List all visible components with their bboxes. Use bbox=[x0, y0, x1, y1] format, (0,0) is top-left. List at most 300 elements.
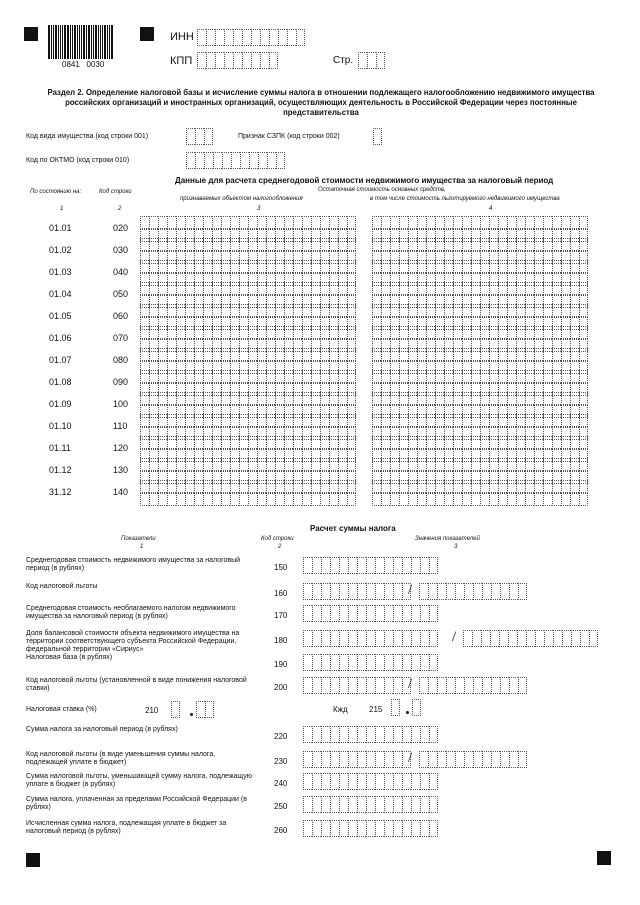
input-cell[interactable] bbox=[348, 654, 357, 671]
input-cell[interactable] bbox=[338, 216, 347, 229]
input-cell[interactable] bbox=[375, 773, 384, 790]
input-cell[interactable] bbox=[257, 480, 266, 493]
input-cell[interactable] bbox=[435, 493, 444, 506]
input-cell[interactable] bbox=[534, 348, 543, 361]
input-cell[interactable] bbox=[480, 458, 489, 471]
input-cell[interactable] bbox=[320, 304, 329, 317]
input-cell[interactable] bbox=[171, 701, 180, 718]
input-cell[interactable] bbox=[339, 751, 348, 768]
input-cell[interactable] bbox=[338, 493, 347, 506]
input-cell[interactable] bbox=[426, 216, 435, 229]
input-cell[interactable] bbox=[185, 238, 194, 251]
input-cell[interactable] bbox=[275, 304, 284, 317]
input-cell[interactable] bbox=[260, 52, 269, 69]
input-cell[interactable] bbox=[230, 304, 239, 317]
input-cell[interactable] bbox=[381, 216, 390, 229]
input-cell[interactable] bbox=[381, 282, 390, 295]
input-cell[interactable] bbox=[453, 282, 462, 295]
input-cell[interactable] bbox=[498, 348, 507, 361]
input-cell[interactable] bbox=[275, 493, 284, 506]
input-cell[interactable] bbox=[149, 238, 158, 251]
input-cell[interactable] bbox=[293, 216, 302, 229]
input-cell[interactable] bbox=[248, 238, 257, 251]
input-cell[interactable] bbox=[249, 152, 258, 169]
input-cell[interactable] bbox=[489, 458, 498, 471]
input-cell[interactable] bbox=[507, 348, 516, 361]
input-cell[interactable] bbox=[381, 436, 390, 449]
input-cell[interactable] bbox=[408, 458, 417, 471]
input-cell[interactable] bbox=[347, 216, 356, 229]
input-cell[interactable] bbox=[167, 392, 176, 405]
input-cell[interactable] bbox=[239, 216, 248, 229]
input-cell[interactable] bbox=[357, 630, 366, 647]
input-cell[interactable] bbox=[570, 480, 579, 493]
input-cell[interactable] bbox=[348, 796, 357, 813]
input-cell[interactable] bbox=[239, 370, 248, 383]
input-cell[interactable] bbox=[212, 392, 221, 405]
input-cell[interactable] bbox=[185, 414, 194, 427]
input-cell[interactable] bbox=[402, 557, 411, 574]
input-cell[interactable] bbox=[266, 480, 275, 493]
input-cell[interactable] bbox=[303, 677, 312, 694]
input-cell[interactable] bbox=[491, 751, 500, 768]
input-cell[interactable] bbox=[194, 414, 203, 427]
input-cell[interactable] bbox=[330, 751, 339, 768]
input-cell[interactable] bbox=[330, 820, 339, 837]
input-cell[interactable] bbox=[293, 304, 302, 317]
input-cell[interactable] bbox=[372, 414, 381, 427]
input-cell[interactable] bbox=[437, 751, 446, 768]
input-cell[interactable] bbox=[471, 458, 480, 471]
input-cell[interactable] bbox=[203, 493, 212, 506]
input-cell[interactable] bbox=[552, 392, 561, 405]
input-cell[interactable] bbox=[384, 773, 393, 790]
input-cell[interactable] bbox=[302, 458, 311, 471]
input-cell[interactable] bbox=[507, 480, 516, 493]
input-cell[interactable] bbox=[149, 458, 158, 471]
input-cell[interactable] bbox=[444, 348, 453, 361]
input-cell[interactable] bbox=[480, 480, 489, 493]
input-cell[interactable] bbox=[275, 480, 284, 493]
input-cell[interactable] bbox=[206, 29, 215, 46]
input-cell[interactable] bbox=[185, 216, 194, 229]
input-cell[interactable] bbox=[329, 392, 338, 405]
input-cell[interactable] bbox=[384, 583, 393, 600]
input-cell[interactable] bbox=[257, 238, 266, 251]
input-cell[interactable] bbox=[498, 414, 507, 427]
input-cell[interactable] bbox=[426, 348, 435, 361]
input-cell[interactable] bbox=[489, 370, 498, 383]
input-cell[interactable] bbox=[561, 414, 570, 427]
input-cell[interactable] bbox=[381, 458, 390, 471]
input-cell[interactable] bbox=[230, 480, 239, 493]
avg-row-exempt-value-lower[interactable] bbox=[372, 493, 588, 506]
input-cell[interactable] bbox=[293, 493, 302, 506]
input-cell[interactable] bbox=[435, 458, 444, 471]
input-cell[interactable] bbox=[347, 480, 356, 493]
input-cell[interactable] bbox=[196, 701, 205, 718]
input-cell[interactable] bbox=[411, 654, 420, 671]
input-cell[interactable] bbox=[473, 583, 482, 600]
input-cell[interactable] bbox=[417, 304, 426, 317]
input-cell[interactable] bbox=[462, 326, 471, 339]
input-cell[interactable] bbox=[257, 458, 266, 471]
input-cell[interactable] bbox=[302, 282, 311, 295]
input-cell[interactable] bbox=[195, 152, 204, 169]
input-cell[interactable] bbox=[411, 605, 420, 622]
input-cell[interactable] bbox=[348, 557, 357, 574]
input-cell[interactable] bbox=[312, 605, 321, 622]
input-cell[interactable] bbox=[140, 493, 149, 506]
input-cell[interactable] bbox=[420, 820, 429, 837]
input-cell[interactable] bbox=[248, 436, 257, 449]
input-cell[interactable] bbox=[185, 260, 194, 273]
input-cell[interactable] bbox=[329, 370, 338, 383]
input-cell[interactable] bbox=[444, 392, 453, 405]
input-cell[interactable] bbox=[167, 326, 176, 339]
input-cell[interactable] bbox=[221, 216, 230, 229]
input-cell[interactable] bbox=[375, 726, 384, 743]
input-cell[interactable] bbox=[426, 238, 435, 251]
avg-row-residual-value-upper[interactable] bbox=[140, 436, 356, 449]
input-cell[interactable] bbox=[320, 348, 329, 361]
input-cell[interactable] bbox=[462, 216, 471, 229]
input-cell[interactable] bbox=[167, 436, 176, 449]
input-cell[interactable] bbox=[329, 238, 338, 251]
input-cell[interactable] bbox=[367, 52, 376, 69]
input-cell[interactable] bbox=[284, 304, 293, 317]
input-cell[interactable] bbox=[339, 726, 348, 743]
input-cell[interactable] bbox=[302, 348, 311, 361]
input-cell[interactable] bbox=[248, 458, 257, 471]
input-cell[interactable] bbox=[402, 605, 411, 622]
input-cell[interactable] bbox=[402, 820, 411, 837]
input-cell[interactable] bbox=[212, 436, 221, 449]
input-cell[interactable] bbox=[311, 370, 320, 383]
input-cell[interactable] bbox=[453, 436, 462, 449]
input-cell[interactable] bbox=[589, 630, 598, 647]
input-cell[interactable] bbox=[339, 557, 348, 574]
input-cell[interactable] bbox=[194, 260, 203, 273]
input-cell[interactable] bbox=[339, 605, 348, 622]
input-cell[interactable] bbox=[399, 348, 408, 361]
input-cell[interactable] bbox=[311, 493, 320, 506]
input-cell[interactable] bbox=[535, 630, 544, 647]
input-cell[interactable] bbox=[185, 392, 194, 405]
input-cell[interactable] bbox=[435, 392, 444, 405]
input-cell[interactable] bbox=[140, 480, 149, 493]
input-cell[interactable] bbox=[390, 392, 399, 405]
input-cell[interactable] bbox=[158, 480, 167, 493]
input-cell[interactable] bbox=[275, 414, 284, 427]
input-cell[interactable] bbox=[366, 654, 375, 671]
input-cell[interactable] bbox=[393, 654, 402, 671]
input-cell[interactable] bbox=[390, 282, 399, 295]
input-cell[interactable] bbox=[303, 630, 312, 647]
input-cell[interactable] bbox=[230, 282, 239, 295]
input-cell[interactable] bbox=[481, 630, 490, 647]
input-cell[interactable] bbox=[516, 458, 525, 471]
input-cell[interactable] bbox=[329, 260, 338, 273]
input-cell[interactable] bbox=[194, 282, 203, 295]
input-cell[interactable] bbox=[471, 326, 480, 339]
input-cell[interactable] bbox=[221, 326, 230, 339]
input-cell[interactable] bbox=[570, 458, 579, 471]
input-cell[interactable] bbox=[302, 392, 311, 405]
input-cell[interactable] bbox=[471, 216, 480, 229]
input-cell[interactable] bbox=[471, 304, 480, 317]
input-cell[interactable] bbox=[239, 392, 248, 405]
input-cell[interactable] bbox=[489, 436, 498, 449]
input-cell[interactable] bbox=[221, 480, 230, 493]
inn-field[interactable] bbox=[197, 29, 305, 46]
input-cell[interactable] bbox=[194, 493, 203, 506]
input-cell[interactable] bbox=[357, 677, 366, 694]
input-cell[interactable] bbox=[194, 436, 203, 449]
input-cell[interactable] bbox=[321, 605, 330, 622]
kzhd-fraction-field[interactable] bbox=[412, 699, 421, 716]
input-cell[interactable] bbox=[197, 29, 206, 46]
input-cell[interactable] bbox=[266, 238, 275, 251]
input-cell[interactable] bbox=[239, 458, 248, 471]
input-cell[interactable] bbox=[489, 348, 498, 361]
input-cell[interactable] bbox=[561, 304, 570, 317]
input-cell[interactable] bbox=[411, 796, 420, 813]
input-cell[interactable] bbox=[348, 630, 357, 647]
input-cell[interactable] bbox=[140, 282, 149, 295]
input-cell[interactable] bbox=[186, 152, 195, 169]
input-cell[interactable] bbox=[393, 630, 402, 647]
input-cell[interactable] bbox=[194, 238, 203, 251]
input-cell[interactable] bbox=[330, 605, 339, 622]
input-cell[interactable] bbox=[311, 216, 320, 229]
input-cell[interactable] bbox=[221, 436, 230, 449]
input-cell[interactable] bbox=[435, 304, 444, 317]
input-cell[interactable] bbox=[516, 392, 525, 405]
input-cell[interactable] bbox=[525, 414, 534, 427]
input-cell[interactable] bbox=[338, 458, 347, 471]
input-cell[interactable] bbox=[426, 260, 435, 273]
input-cell[interactable] bbox=[347, 238, 356, 251]
avg-row-exempt-value-upper[interactable] bbox=[372, 260, 588, 273]
input-cell[interactable] bbox=[185, 493, 194, 506]
input-cell[interactable] bbox=[311, 304, 320, 317]
input-cell[interactable] bbox=[579, 458, 588, 471]
input-cell[interactable] bbox=[500, 677, 509, 694]
input-cell[interactable] bbox=[140, 326, 149, 339]
input-cell[interactable] bbox=[507, 216, 516, 229]
input-cell[interactable] bbox=[428, 677, 437, 694]
input-cell[interactable] bbox=[480, 370, 489, 383]
input-cell[interactable] bbox=[302, 414, 311, 427]
input-cell[interactable] bbox=[149, 326, 158, 339]
input-cell[interactable] bbox=[248, 282, 257, 295]
avg-row-residual-value-upper[interactable] bbox=[140, 282, 356, 295]
input-cell[interactable] bbox=[462, 414, 471, 427]
input-cell[interactable] bbox=[212, 348, 221, 361]
input-cell[interactable] bbox=[329, 282, 338, 295]
input-cell[interactable] bbox=[176, 260, 185, 273]
input-cell[interactable] bbox=[302, 493, 311, 506]
input-cell[interactable] bbox=[399, 458, 408, 471]
input-cell[interactable] bbox=[570, 216, 579, 229]
input-cell[interactable] bbox=[393, 796, 402, 813]
input-cell[interactable] bbox=[498, 326, 507, 339]
input-cell[interactable] bbox=[158, 326, 167, 339]
input-cell[interactable] bbox=[543, 414, 552, 427]
input-cell[interactable] bbox=[348, 583, 357, 600]
input-cell[interactable] bbox=[518, 751, 527, 768]
input-cell[interactable] bbox=[293, 414, 302, 427]
input-cell[interactable] bbox=[534, 392, 543, 405]
input-cell[interactable] bbox=[194, 458, 203, 471]
input-cell[interactable] bbox=[176, 216, 185, 229]
input-cell[interactable] bbox=[230, 370, 239, 383]
input-cell[interactable] bbox=[215, 29, 224, 46]
input-cell[interactable] bbox=[257, 370, 266, 383]
input-cell[interactable] bbox=[561, 458, 570, 471]
input-cell[interactable] bbox=[239, 282, 248, 295]
input-cell[interactable] bbox=[435, 216, 444, 229]
avg-row-residual-value-upper[interactable] bbox=[140, 348, 356, 361]
input-cell[interactable] bbox=[507, 260, 516, 273]
input-cell[interactable] bbox=[303, 773, 312, 790]
input-cell[interactable] bbox=[579, 493, 588, 506]
input-cell[interactable] bbox=[375, 677, 384, 694]
tax-rate-integer-field[interactable] bbox=[171, 701, 180, 718]
input-cell[interactable] bbox=[444, 304, 453, 317]
input-cell[interactable] bbox=[248, 493, 257, 506]
input-cell[interactable] bbox=[339, 654, 348, 671]
input-cell[interactable] bbox=[399, 326, 408, 339]
input-cell[interactable] bbox=[579, 238, 588, 251]
input-cell[interactable] bbox=[516, 304, 525, 317]
input-cell[interactable] bbox=[444, 493, 453, 506]
input-cell[interactable] bbox=[230, 238, 239, 251]
input-cell[interactable] bbox=[257, 436, 266, 449]
input-cell[interactable] bbox=[347, 436, 356, 449]
input-cell[interactable] bbox=[311, 458, 320, 471]
input-cell[interactable] bbox=[381, 480, 390, 493]
input-cell[interactable] bbox=[239, 480, 248, 493]
input-cell[interactable] bbox=[463, 630, 472, 647]
input-cell[interactable] bbox=[311, 260, 320, 273]
input-cell[interactable] bbox=[338, 480, 347, 493]
input-cell[interactable] bbox=[426, 282, 435, 295]
input-cell[interactable] bbox=[339, 630, 348, 647]
input-cell[interactable] bbox=[489, 304, 498, 317]
input-cell[interactable] bbox=[185, 458, 194, 471]
input-cell[interactable] bbox=[372, 458, 381, 471]
input-cell[interactable] bbox=[366, 605, 375, 622]
input-cell[interactable] bbox=[212, 326, 221, 339]
input-cell[interactable] bbox=[239, 414, 248, 427]
input-cell[interactable] bbox=[570, 282, 579, 295]
input-cell[interactable] bbox=[552, 260, 561, 273]
input-cell[interactable] bbox=[275, 348, 284, 361]
avg-row-exempt-value-upper[interactable] bbox=[372, 392, 588, 405]
input-cell[interactable] bbox=[176, 436, 185, 449]
input-cell[interactable] bbox=[570, 238, 579, 251]
input-cell[interactable] bbox=[330, 773, 339, 790]
input-cell[interactable] bbox=[384, 820, 393, 837]
input-cell[interactable] bbox=[269, 29, 278, 46]
input-cell[interactable] bbox=[320, 260, 329, 273]
input-cell[interactable] bbox=[516, 238, 525, 251]
input-cell[interactable] bbox=[251, 29, 260, 46]
input-cell[interactable] bbox=[516, 260, 525, 273]
input-cell[interactable] bbox=[339, 820, 348, 837]
input-cell[interactable] bbox=[366, 630, 375, 647]
input-cell[interactable] bbox=[140, 260, 149, 273]
input-cell[interactable] bbox=[284, 348, 293, 361]
input-cell[interactable] bbox=[393, 726, 402, 743]
input-cell[interactable] bbox=[233, 52, 242, 69]
input-cell[interactable] bbox=[390, 260, 399, 273]
input-cell[interactable] bbox=[435, 414, 444, 427]
calc-row-value-field[interactable] bbox=[303, 796, 438, 813]
input-cell[interactable] bbox=[321, 654, 330, 671]
input-cell[interactable] bbox=[507, 304, 516, 317]
input-cell[interactable] bbox=[266, 458, 275, 471]
input-cell[interactable] bbox=[311, 392, 320, 405]
calc-row-code-field-part2[interactable] bbox=[419, 583, 527, 600]
input-cell[interactable] bbox=[489, 216, 498, 229]
input-cell[interactable] bbox=[321, 677, 330, 694]
input-cell[interactable] bbox=[347, 458, 356, 471]
input-cell[interactable] bbox=[552, 493, 561, 506]
input-cell[interactable] bbox=[257, 392, 266, 405]
input-cell[interactable] bbox=[140, 436, 149, 449]
kpp-field[interactable] bbox=[197, 52, 278, 69]
input-cell[interactable] bbox=[203, 414, 212, 427]
input-cell[interactable] bbox=[498, 458, 507, 471]
input-cell[interactable] bbox=[408, 392, 417, 405]
input-cell[interactable] bbox=[357, 751, 366, 768]
input-cell[interactable] bbox=[381, 238, 390, 251]
input-cell[interactable] bbox=[372, 216, 381, 229]
input-cell[interactable] bbox=[446, 583, 455, 600]
input-cell[interactable] bbox=[206, 52, 215, 69]
input-cell[interactable] bbox=[507, 238, 516, 251]
input-cell[interactable] bbox=[408, 436, 417, 449]
input-cell[interactable] bbox=[534, 238, 543, 251]
input-cell[interactable] bbox=[140, 370, 149, 383]
input-cell[interactable] bbox=[239, 260, 248, 273]
input-cell[interactable] bbox=[330, 557, 339, 574]
input-cell[interactable] bbox=[329, 493, 338, 506]
input-cell[interactable] bbox=[507, 392, 516, 405]
input-cell[interactable] bbox=[579, 304, 588, 317]
input-cell[interactable] bbox=[498, 260, 507, 273]
input-cell[interactable] bbox=[453, 216, 462, 229]
input-cell[interactable] bbox=[221, 260, 230, 273]
input-cell[interactable] bbox=[251, 52, 260, 69]
input-cell[interactable] bbox=[393, 773, 402, 790]
input-cell[interactable] bbox=[411, 773, 420, 790]
input-cell[interactable] bbox=[312, 654, 321, 671]
input-cell[interactable] bbox=[472, 630, 481, 647]
input-cell[interactable] bbox=[408, 304, 417, 317]
input-cell[interactable] bbox=[158, 414, 167, 427]
input-cell[interactable] bbox=[435, 282, 444, 295]
input-cell[interactable] bbox=[544, 630, 553, 647]
input-cell[interactable] bbox=[149, 304, 158, 317]
input-cell[interactable] bbox=[516, 348, 525, 361]
input-cell[interactable] bbox=[230, 493, 239, 506]
input-cell[interactable] bbox=[221, 238, 230, 251]
input-cell[interactable] bbox=[158, 348, 167, 361]
